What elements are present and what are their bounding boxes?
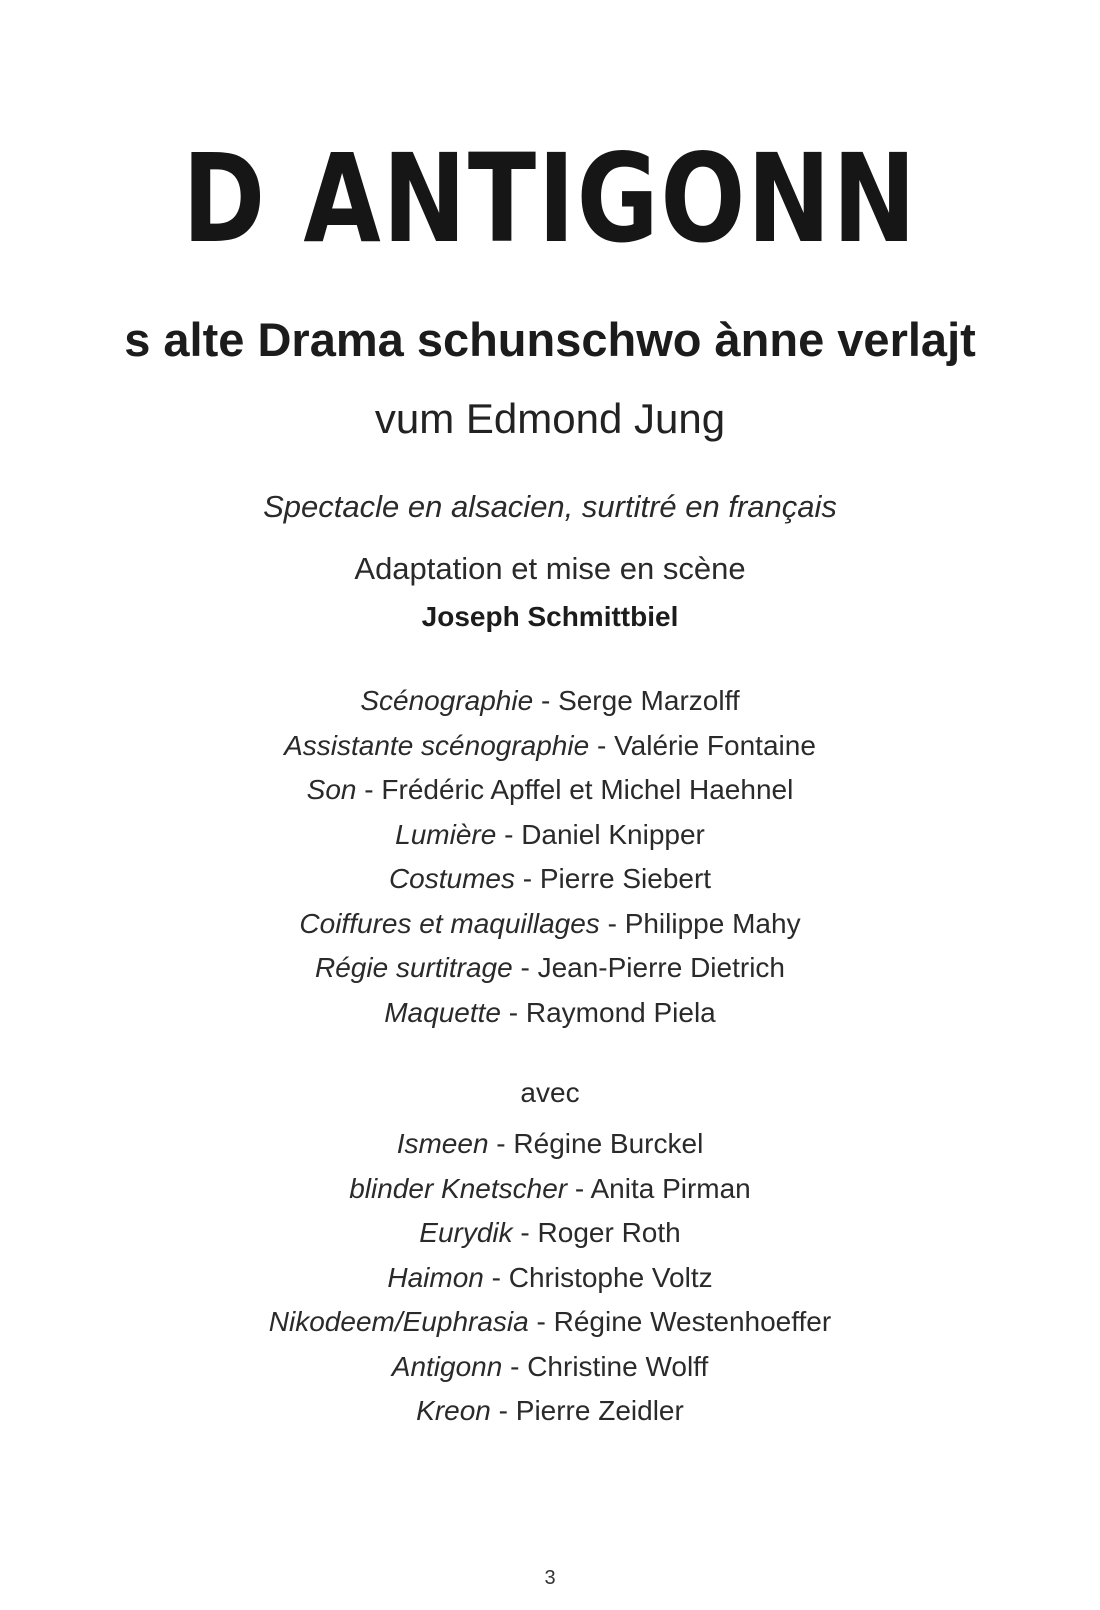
cast-separator: - (483, 1261, 509, 1293)
credit-role: Son (306, 774, 357, 805)
cast-separator: - (502, 1350, 528, 1382)
cast-separator: - (567, 1172, 591, 1204)
credit-line (0, 819, 1100, 864)
adaptation-label: Adaptation et mise en scène (354, 551, 746, 586)
cast-separator: - (528, 1306, 554, 1337)
play-title: D ANTIGONN (182, 128, 918, 270)
credit-role: Assistante scénographie (284, 729, 590, 761)
cast-heading: avec (520, 1077, 580, 1108)
cast-separator: - (490, 1395, 516, 1426)
credit-line (0, 863, 1100, 908)
play-subtitle: s alte Drama schunschwo ànne verlajt (124, 313, 976, 366)
cast-line (0, 1262, 1100, 1307)
credit-separator: - (356, 774, 382, 805)
credit-name: Valérie Fontaine (614, 729, 816, 761)
cast-role: Kreon (416, 1395, 491, 1426)
credit-separator: - (533, 685, 559, 716)
credit-separator: - (500, 996, 526, 1028)
credit-role: Régie surtitrage (315, 952, 513, 983)
crew-credits (0, 685, 1100, 1041)
cast-name: Anita Pirman (590, 1172, 751, 1204)
cast-role: blinder Knetscher (349, 1172, 568, 1204)
credit-role: Maquette (384, 996, 501, 1028)
cast-name: Roger Roth (537, 1217, 681, 1248)
credit-separator: - (496, 818, 522, 850)
credit-name: Philippe Mahy (624, 907, 801, 939)
credit-name: Daniel Knipper (521, 818, 705, 850)
credit-name: Jean-Pierre Dietrich (537, 952, 785, 983)
credit-role: Coiffures et maquillages (299, 907, 600, 939)
cast-line (0, 1395, 1100, 1440)
cast-role: Antigonn (391, 1350, 503, 1382)
director-name: Joseph Schmittbiel (421, 601, 679, 632)
cast-role: Haimon (387, 1261, 484, 1293)
cast-line (0, 1128, 1100, 1173)
credit-separator: - (589, 729, 615, 761)
credit-name: Pierre Siebert (539, 863, 712, 894)
cast-name: Christophe Voltz (508, 1261, 713, 1293)
credit-name: Raymond Piela (525, 996, 716, 1028)
credit-role: Lumière (395, 818, 497, 850)
cast-name: Christine Wolff (527, 1350, 709, 1382)
cast-separator: - (512, 1217, 538, 1248)
cast-role: Nikodeem/Euphrasia (268, 1306, 529, 1337)
credit-name: Frédéric Apffel et Michel Haehnel (381, 774, 794, 805)
credit-separator: - (512, 952, 538, 983)
cast-name: Régine Burckel (513, 1128, 704, 1159)
credit-line (0, 952, 1100, 997)
cast-role: Ismeen (396, 1128, 489, 1159)
cast-name: Régine Westenhoeffer (553, 1306, 832, 1337)
performance-note: Spectacle en alsacien, surtitré en français (263, 489, 837, 524)
credit-separator: - (599, 907, 625, 939)
cast-line (0, 1173, 1100, 1218)
cast-line (0, 1217, 1100, 1262)
author-line: vum Edmond Jung (374, 395, 726, 442)
credit-line (0, 730, 1100, 775)
cast-name: Pierre Zeidler (515, 1395, 684, 1426)
credit-role: Scénographie (360, 685, 534, 716)
credit-line (0, 685, 1100, 730)
cast-list (0, 1128, 1100, 1440)
credit-line (0, 908, 1100, 953)
credit-line (0, 997, 1100, 1042)
credit-line (0, 774, 1100, 819)
credit-separator: - (514, 863, 540, 894)
cast-separator: - (488, 1128, 514, 1159)
page-number: 3 (544, 1567, 556, 1589)
cast-role: Eurydik (419, 1217, 513, 1248)
cast-line (0, 1306, 1100, 1351)
cast-line (0, 1351, 1100, 1396)
credit-name: Serge Marzolff (558, 685, 740, 716)
credit-role: Costumes (388, 863, 515, 894)
